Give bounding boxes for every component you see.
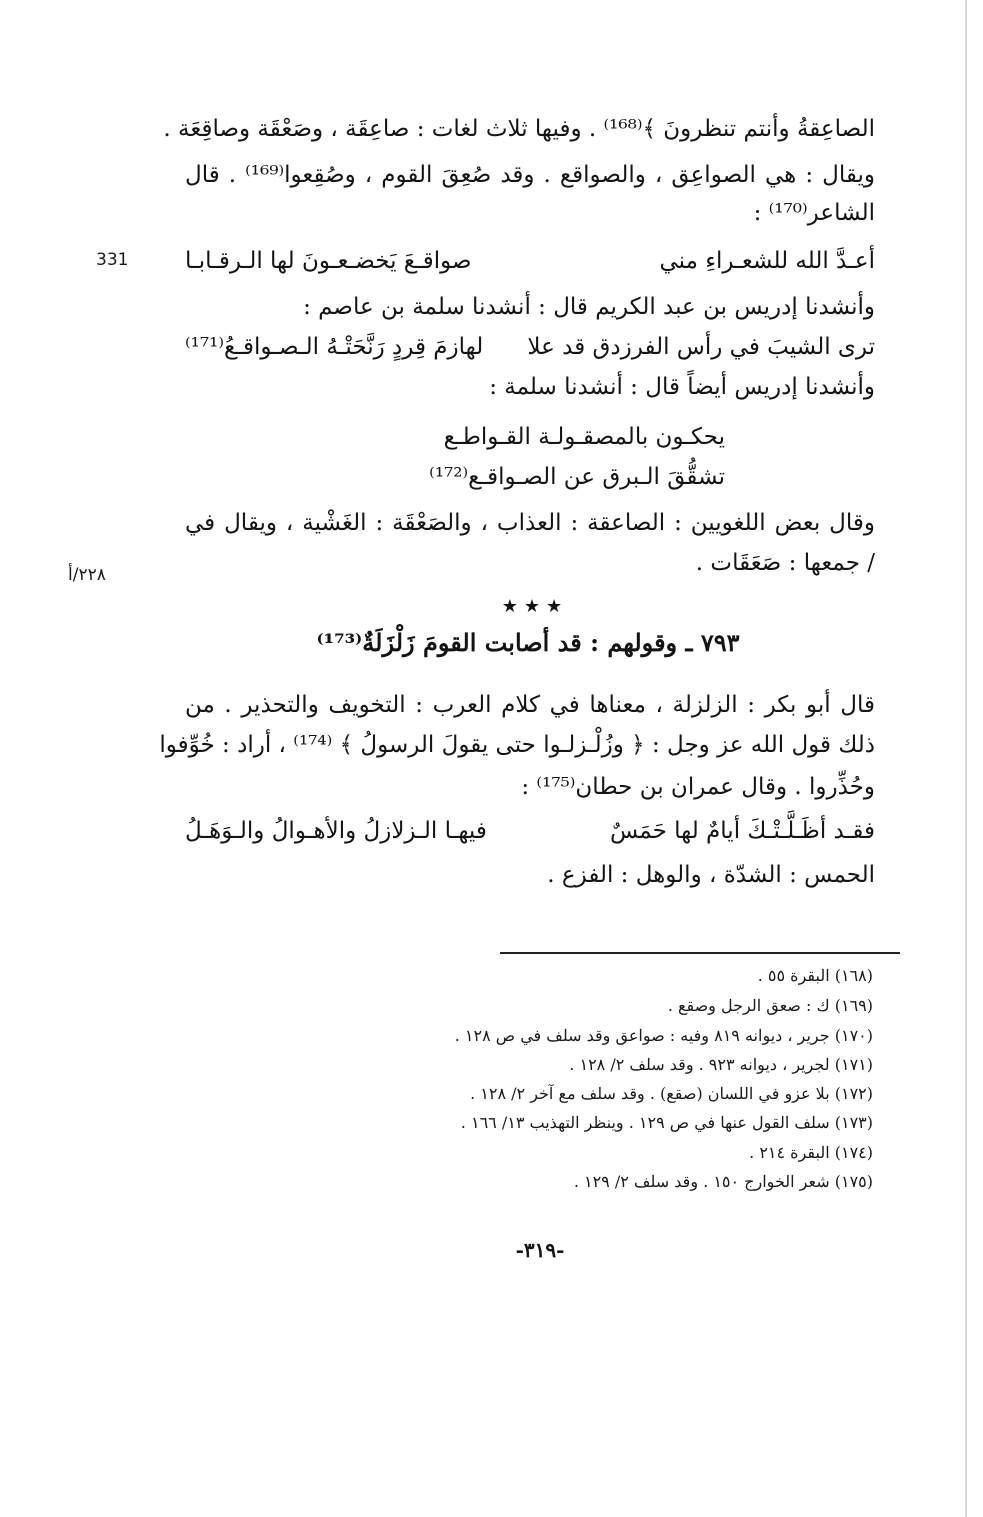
scan-edge-mark <box>965 0 967 1517</box>
rajaz-line-2: تشقُّقَ الـبرق عن الصـواقـع⁽¹⁷²⁾ <box>429 464 725 490</box>
footnote-170: (١٧٠) جرير ، ديوانه ٨١٩ وفيه : صواعق وقد سلف في ص ١٢٨ . <box>454 1026 873 1045</box>
verse-1-second-hemistich: صواقـعَ يَخضـعـونَ لها الـرقـابـا <box>185 248 472 274</box>
text-line-7: / جمعها : صَعَقَات . <box>695 550 875 576</box>
section-heading: ٧٩٣ ـ وقولهم : قد أصابت القومَ زَلْزَلَةٌ⁽¹⁷³⁾ <box>316 628 740 657</box>
verse-2-second-hemistich: لهازمَ قِردٍ رَنَّحَتْـهُ الـصـواقـعُ⁽¹⁷¹⁾ <box>185 334 484 360</box>
footnote-171: (١٧١) لجرير ، ديوانه ٩٢٣ . وقد سلف ٢/ ١٢٨ . <box>569 1055 873 1074</box>
verse-3 <box>185 814 875 848</box>
footnote-separator <box>500 952 900 954</box>
section-text-line-4: الحمس : الشدّة ، والوهل : الفزع . <box>547 862 875 888</box>
verse-1-first-hemistich: أعـدَّ الله للشعـراءِ مني <box>659 248 875 274</box>
footnote-169: (١٦٩) ك : صعق الرجل وصقع . <box>667 996 873 1015</box>
section-text-line-3: وحُذِّروا . وقال عمران بن حطان⁽¹⁷⁵⁾ : <box>521 774 875 800</box>
footnote-172: (١٧٢) بلا عزو في اللسان (صقع) . وقد سلف مع آخر ٢/ ١٢٨ . <box>470 1084 873 1103</box>
manuscript-folio-marker: ٢٢٨/أ <box>68 565 106 585</box>
verse-1 <box>185 244 875 278</box>
verse-3-second-hemistich: فيهـا الـزلازلُ والأهـوالُ والـوَهَـلُ <box>185 818 487 844</box>
section-text-line-2: ذلك قول الله عز وجل : ﴿ وزُلْـزلـوا حتى يقولَ الرسولُ ﴾ ⁽¹⁷⁴⁾ ، أراد : خُوِّفوا <box>159 732 875 758</box>
text-line-5: وأنشدنا إدريس أيضاً قال : أنشدنا سلمة : <box>489 374 875 400</box>
footnote-174: (١٧٤) البقرة ٢١٤ . <box>749 1143 873 1162</box>
text-line-4: وأنشدنا إدريس بن عبد الكريم قال : أنشدنا سلمة بن عاصم : <box>303 294 875 320</box>
manuscript-page-number: 331 <box>96 250 129 270</box>
rajaz-line-1: يحكـون بالمصقـولـة القـواطـع <box>443 424 725 450</box>
footnote-175: (١٧٥) شعر الخوارج ١٥٠ . وقد سلف ٢/ ١٢٩ . <box>573 1172 873 1191</box>
text-line-3: الشاعر⁽¹⁷⁰⁾ : <box>753 200 875 226</box>
text-line-2: ويقال : هي الصواعِق ، والصواقع . وقد صُعِقَ القوم ، وصُقِعوا⁽¹⁶⁹⁾ . قال <box>185 162 875 188</box>
text-line-1: الصاعِقةُ وأنتم تنظرونَ ﴾⁽¹⁶⁸⁾ . وفيها ثلاث لغات : صاعِقَة ، وصَعْقَة وصاقِعَة . <box>163 116 875 142</box>
verse-2-first-hemistich: ترى الشيبَ في رأس الفرزدق قد علا <box>527 334 875 360</box>
page-number: -٣١٩- <box>515 1238 565 1262</box>
footnote-168: (١٦٨) البقرة ٥٥ . <box>757 966 873 985</box>
section-text-line-1: قال أبو بكر : الزلزلة ، معناها في كلام العرب : التخويف والتحذير . من <box>185 692 875 718</box>
footnote-173: (١٧٣) سلف القول عنها في ص ١٢٩ . وينظر التهذيب ١٣/ ١٦٦ . <box>460 1113 873 1132</box>
text-line-6: وقال بعض اللغويين : الصاعقة : العذاب ، والصَعْقَة : الغَشْية ، ويقال في <box>185 510 875 536</box>
verse-2 <box>185 330 875 364</box>
verse-3-first-hemistich: فقـد أظَـلَّـتْـكَ أيامٌ لها حَمَسٌ <box>609 818 875 844</box>
section-separator-stars: ★★★ <box>501 596 569 617</box>
